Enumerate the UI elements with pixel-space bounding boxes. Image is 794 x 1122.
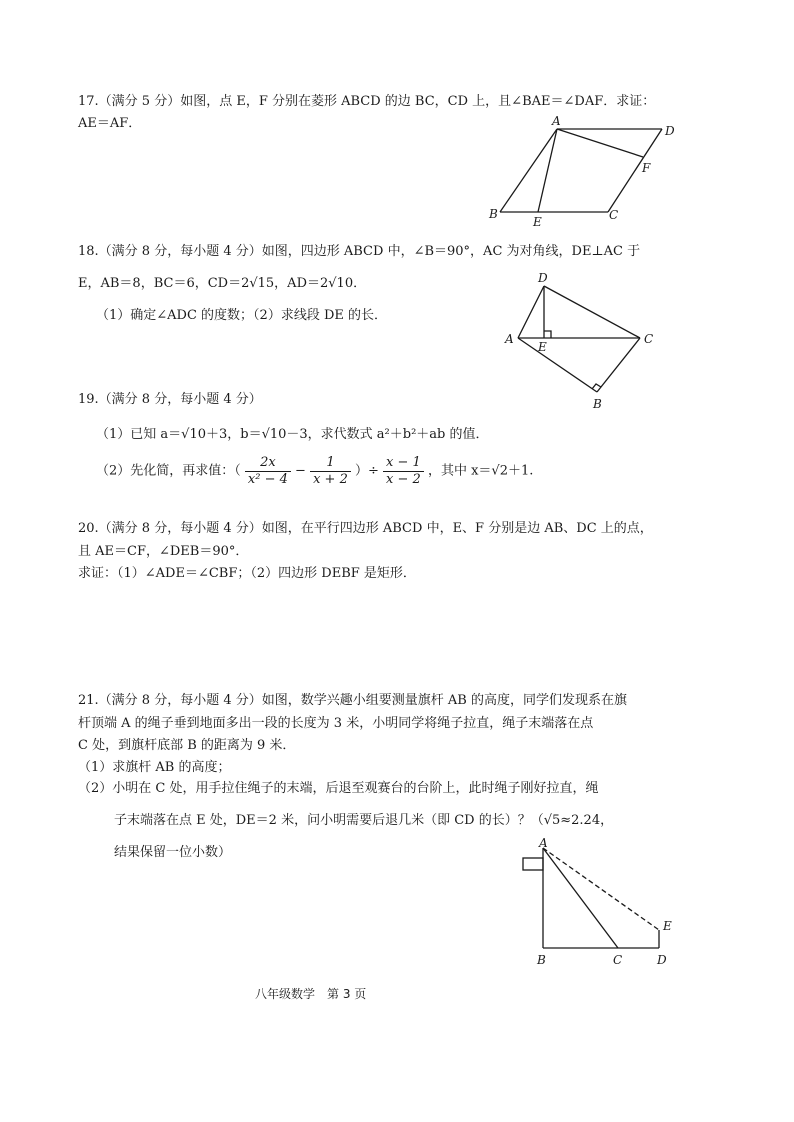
q19-fraction-1 (245, 455, 291, 487)
q19-line3 (96, 455, 533, 487)
q19-close-divide: ）÷ (355, 463, 379, 479)
q18-label-B: B (593, 397, 602, 411)
q18-line1: 18.（满分 8 分，每小题 4 分）如图，四边形 ABCD 中，∠B＝90°，AC 为对角线，DE⊥AC 于 (78, 244, 641, 259)
q21-label-C: C (613, 953, 623, 967)
q17-label-F: F (642, 161, 651, 175)
q18-quadrilateral-figure (500, 270, 670, 415)
q17-label-E: E (533, 215, 542, 229)
q17-label-A: A (552, 114, 561, 128)
q21-line6: 子末端落在点 E 处，DE＝2 米，问小明需要后退几米（即 CD 的长）？（√5≈2.24， (114, 813, 614, 828)
q21-label-A: A (539, 836, 548, 850)
q18-label-D: D (538, 271, 548, 285)
q21-line4: （1）求旗杆 AB 的高度； (78, 760, 231, 775)
q21-line5: （2）小明在 C 处，用手拉住绳子的末端，后退至观赛台的台阶上，此时绳子刚好拉直，绳 (78, 781, 599, 796)
q18-label-C: C (644, 332, 654, 346)
q17-label-D: D (665, 124, 675, 138)
q19-frac2-denominator: x + 2 (313, 471, 348, 487)
q19-line2: （1）已知 a＝√10＋3，b＝√10－3，求代数式 a²＋b²＋ab 的值． (96, 427, 489, 442)
q18-line2: E，AB＝8，BC＝6，CD＝2√15，AD＝2√10． (78, 276, 367, 291)
q21-label-E: E (663, 919, 672, 933)
q19-frac2-numerator: 1 (310, 455, 351, 472)
q21-flagpole-figure (515, 838, 685, 973)
q19-fraction-2 (310, 455, 351, 487)
q17-label-B: B (489, 207, 498, 221)
q21-label-D: D (657, 953, 667, 967)
q18-label-E: E (538, 340, 547, 354)
page-footer: 八年级数学 第 3 页 (255, 987, 367, 1001)
q20-line3: 求证：（1）∠ADE＝∠CBF；（2）四边形 DEBF 是矩形． (78, 566, 416, 581)
q21-line2: 杆顶端 A 的绳子垂到地面多出一段的长度为 3 米，小明同学将绳子拉直，绳子末端落在点 (78, 716, 594, 731)
q19-frac1-denominator: x² − 4 (247, 471, 288, 487)
q19-line3-prefix: （2）先化简，再求值：（ (96, 463, 241, 479)
q17-line1: 17.（满分 5 分）如图，点 E，F 分别在菱形 ABCD 的边 BC，CD 上，且∠BAE＝∠DAF．求证： (78, 94, 656, 109)
q21-line3: C 处，到旗杆底部 B 的距离为 9 米． (78, 738, 296, 753)
q19-frac1-numerator: 2x (245, 455, 291, 472)
q17-rhombus-figure (480, 115, 680, 233)
q18-line3: （1）确定∠ADC 的度数；（2）求线段 DE 的长． (96, 308, 388, 323)
q18-label-A: A (505, 332, 514, 346)
q17-label-C: C (609, 208, 619, 222)
q21-line7: 结果保留一位小数） (114, 845, 232, 860)
q19-minus: − (295, 463, 306, 479)
q20-line2: 且 AE＝CF，∠DEB＝90°． (78, 544, 249, 559)
q19-frac3-numerator: x − 1 (383, 455, 424, 472)
q20-line1: 20.（满分 8 分，每小题 4 分）如图，在平行四边形 ABCD 中，E、F 分别是边 AB、DC 上的点， (78, 521, 653, 536)
q19-line3-suffix: ，其中 x＝√2＋1. (427, 463, 534, 479)
q19-frac3-denominator: x − 2 (386, 471, 421, 487)
q21-label-B: B (537, 953, 546, 967)
q21-line1: 21.（满分 8 分，每小题 4 分）如图，数学兴趣小组要测量旗杆 AB 的高度，同学们发现系在旗 (78, 693, 627, 708)
q19-fraction-3 (383, 455, 424, 487)
q17-line2: AE＝AF． (78, 116, 142, 131)
q19-line1: 19.（满分 8 分，每小题 4 分） (78, 392, 262, 407)
